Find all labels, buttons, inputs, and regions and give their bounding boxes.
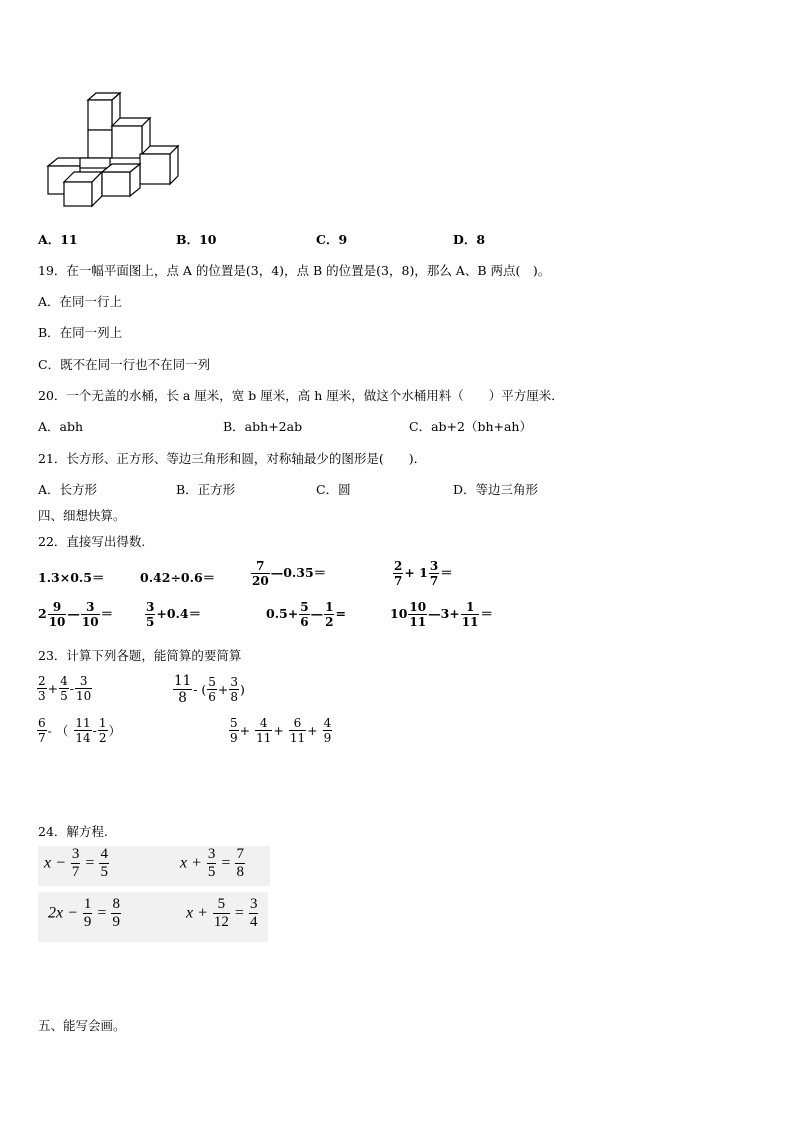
equation-4 xyxy=(186,896,259,931)
denominator: 8 xyxy=(236,864,244,880)
numerator: 6 xyxy=(289,716,306,731)
denominator: 6 xyxy=(208,690,216,704)
numerator: 5 xyxy=(208,675,216,689)
denominator: 8 xyxy=(230,690,239,704)
operator: - xyxy=(69,681,74,696)
q23-expr-1 xyxy=(36,674,93,703)
q23-expr-4 xyxy=(228,716,333,745)
q18-option-d[interactable]: D．8 xyxy=(453,232,486,247)
numerator: 4 xyxy=(100,846,108,862)
q20-stem: 20．一个无盖的水桶，长 a 厘米，宽 b 厘米，高 h 厘米，做这个水桶用料（ ）平方厘米． xyxy=(38,388,564,403)
q22-item-5 xyxy=(38,600,113,629)
q21-option-c[interactable]: C．圆 xyxy=(316,482,351,497)
numerator: 3 xyxy=(71,846,80,862)
numerator: 5 xyxy=(230,716,238,730)
denominator: 3 xyxy=(38,689,46,703)
denominator: 11 xyxy=(461,615,479,629)
operator: + xyxy=(273,723,284,738)
operator: + xyxy=(217,682,229,697)
denominator: 11 xyxy=(409,615,427,629)
denominator: 5 xyxy=(60,689,68,703)
q19-option-a[interactable]: A．在同一行上 xyxy=(38,294,123,309)
numerator: 9 xyxy=(48,600,67,615)
numerator: 11 xyxy=(75,716,91,730)
q22-item-7 xyxy=(266,600,346,629)
numerator: 5 xyxy=(300,600,309,614)
section-4-title: 四、细想快算。 xyxy=(38,508,126,523)
numerator: 1 xyxy=(325,600,334,614)
q22-item-3 xyxy=(250,559,326,588)
mid: —3+ xyxy=(428,606,460,621)
operator: + xyxy=(239,723,251,738)
q23-expr-3 xyxy=(36,716,121,745)
equals: = xyxy=(93,904,111,922)
denominator: 11 xyxy=(289,731,306,745)
q23-stem: 23．计算下列各题，能简算的要简算 xyxy=(38,648,242,663)
numerator: 3 xyxy=(146,600,155,614)
denominator: 9 xyxy=(112,914,120,930)
equation-lhs: x + xyxy=(180,854,206,872)
denominator: 14 xyxy=(75,731,91,745)
numerator: 3 xyxy=(429,559,439,573)
q22-item-8 xyxy=(390,600,493,629)
q22-item-3-rest: —0.35＝ xyxy=(270,565,327,580)
denominator: 7 xyxy=(394,574,403,588)
numerator: 4 xyxy=(255,716,272,731)
q22-item-4 xyxy=(392,559,453,588)
numerator: 4 xyxy=(323,716,332,730)
whole-part: 2 xyxy=(38,606,47,621)
section-5-title: 五、能写会画。 xyxy=(38,1018,126,1033)
q19-option-b[interactable]: B．在同一列上 xyxy=(38,325,123,340)
numerator: 1 xyxy=(83,896,92,912)
q18-option-a[interactable]: A．11 xyxy=(38,232,78,247)
q20-option-a[interactable]: A．abh xyxy=(38,419,84,434)
numerator: 2 xyxy=(38,674,46,688)
q21-option-a[interactable]: A．长方形 xyxy=(38,482,98,497)
q22-item-2: 0.42÷0.6＝ xyxy=(140,570,216,585)
operator: - （ xyxy=(47,723,69,739)
q22-item-6 xyxy=(144,600,201,629)
denominator: 2 xyxy=(325,615,334,629)
denominator: 6 xyxy=(300,615,309,629)
denominator: 7 xyxy=(38,731,46,745)
close-paren: ） xyxy=(108,723,122,739)
denominator: 11 xyxy=(256,731,272,745)
numerator: 11 xyxy=(174,673,192,689)
denominator: 10 xyxy=(76,689,92,703)
plus-text: + 1 xyxy=(404,565,428,580)
denominator: 2 xyxy=(98,731,107,745)
operator: - xyxy=(92,723,97,738)
operator: + xyxy=(47,681,59,696)
denominator: 8 xyxy=(178,690,187,706)
rest: +0.4＝ xyxy=(156,606,202,621)
numerator: 1 xyxy=(461,600,480,615)
numerator: 1 xyxy=(98,716,107,730)
equation-2 xyxy=(180,846,246,881)
lead: 0.5+ xyxy=(266,606,299,621)
numerator: 3 xyxy=(230,675,239,689)
equals: = xyxy=(230,904,248,922)
denominator: 7 xyxy=(429,574,439,588)
denominator: 7 xyxy=(71,864,80,880)
q21-stem: 21．长方形、正方形、等边三角形和圆，对称轴最少的图形是( )． xyxy=(38,451,427,466)
q19-option-c[interactable]: C．既不在同一行也不在同一列 xyxy=(38,357,211,372)
numerator: 3 xyxy=(75,674,92,689)
denominator: 10 xyxy=(81,615,99,629)
q24-stem: 24．解方程. xyxy=(38,824,108,839)
q23-expr-2 xyxy=(172,673,245,706)
close-paren: ) xyxy=(240,682,245,697)
numerator: 3 xyxy=(207,846,216,862)
numerator: 3 xyxy=(249,896,258,912)
equation-lhs: 2x − xyxy=(48,904,82,922)
operator: - ( xyxy=(193,682,207,697)
equation-lhs: x + xyxy=(186,904,212,922)
denominator: 5 xyxy=(207,864,216,880)
denominator: 10 xyxy=(48,615,66,629)
numerator: 3 xyxy=(81,600,100,615)
denominator: 9 xyxy=(323,731,332,745)
equation-1 xyxy=(44,846,110,881)
equals: = xyxy=(81,854,99,872)
q21-option-d[interactable]: D．等边三角形 xyxy=(453,482,539,497)
q19-stem: 19．在一幅平面图上，点 A 的位置是(3，4)，点 B 的位置是(3，8)，那么 A、B 两点( )。 xyxy=(38,263,551,278)
equals: ＝ xyxy=(440,565,453,580)
numerator: 6 xyxy=(38,716,46,730)
operator: — xyxy=(310,606,324,621)
equals: ＝ xyxy=(480,606,493,621)
numerator: 2 xyxy=(394,559,403,573)
numerator: 4 xyxy=(60,674,68,688)
q22-stem: 22．直接写出得数. xyxy=(38,534,146,549)
whole-part: 10 xyxy=(390,606,408,621)
equals: = xyxy=(335,606,346,621)
operator: + xyxy=(307,723,318,738)
q20-option-b[interactable]: B．abh+2ab xyxy=(223,419,303,434)
equation-3 xyxy=(48,896,122,931)
denominator: 4 xyxy=(249,914,258,930)
q18-option-c[interactable]: C．9 xyxy=(316,232,348,247)
equals: ＝ xyxy=(100,606,114,621)
denominator: 12 xyxy=(213,914,229,930)
equals: = xyxy=(217,854,235,872)
equation-lhs: x − xyxy=(44,854,70,872)
denominator: 5 xyxy=(100,864,108,880)
numerator: 10 xyxy=(409,600,427,614)
denominator: 9 xyxy=(230,731,238,745)
numerator: 7 xyxy=(236,846,244,862)
denominator: 9 xyxy=(83,914,92,930)
q20-option-c[interactable]: C．ab+2（bh+ah） xyxy=(409,419,532,434)
numerator: 8 xyxy=(112,896,120,912)
q22-item-1: 1.3×0.5＝ xyxy=(38,570,105,585)
cube-stack-figure xyxy=(40,88,190,213)
q18-option-b[interactable]: B．10 xyxy=(176,232,217,247)
denominator: 5 xyxy=(146,615,155,629)
numerator: 5 xyxy=(213,896,230,914)
numerator: 7 xyxy=(251,559,270,574)
q21-option-b[interactable]: B．正方形 xyxy=(176,482,236,497)
operator: — xyxy=(67,606,80,621)
denominator: 20 xyxy=(252,574,269,588)
